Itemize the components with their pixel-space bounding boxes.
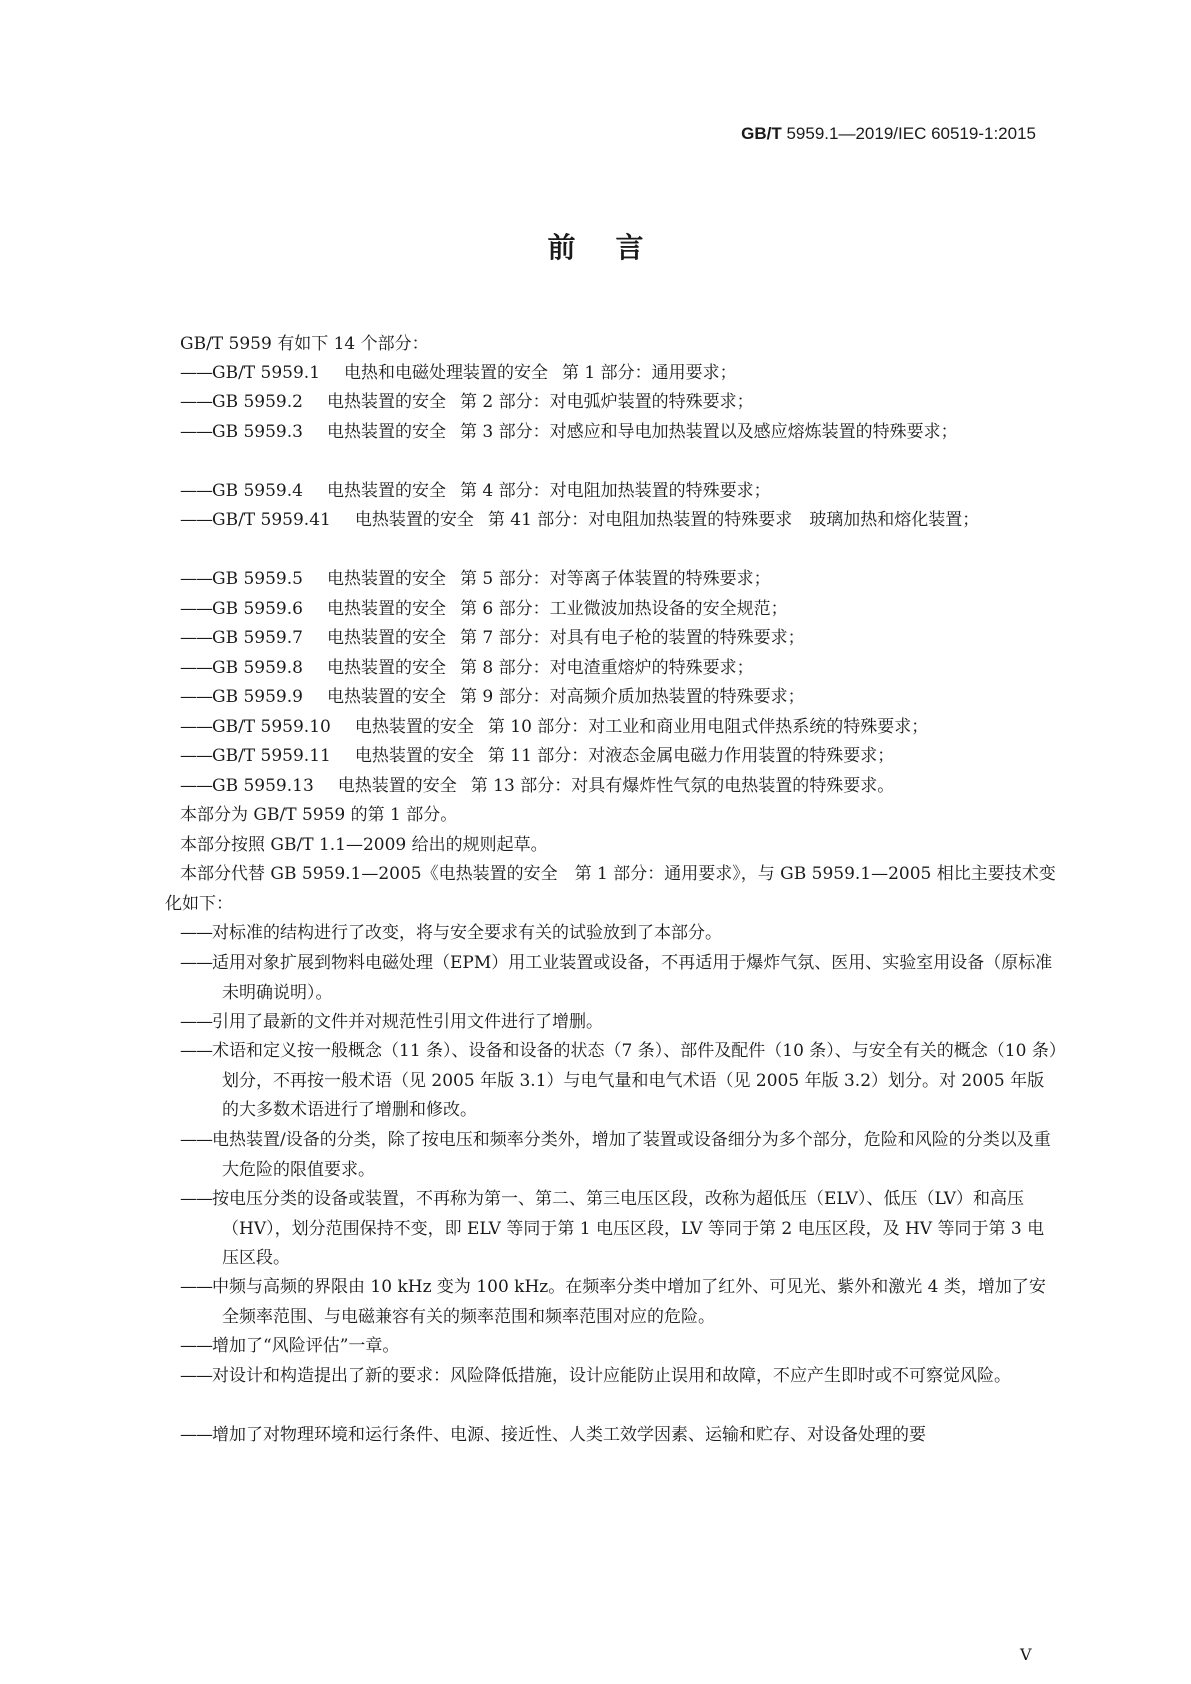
list-item: ——GB 5959.13 电热装置的安全 第 13 部分：对具有爆炸性气氛的电热装置的特殊要求。 <box>180 776 895 796</box>
list-item: ——GB 5959.6 电热装置的安全 第 6 部分：工业微波加热设备的安全规范； <box>180 599 788 619</box>
page-number: V <box>1020 1645 1032 1664</box>
list-item: ——增加了“风险评估”一章。 <box>180 1336 400 1356</box>
list-item: ——GB/T 5959.11 电热装置的安全 第 11 部分：对液态金属电磁力作用装置的特殊要求； <box>180 746 895 766</box>
list-item: ——增加了对物理环境和运行条件、电源、接近性、人类工效学因素、运输和贮存、对设备处理的要 <box>180 1425 926 1445</box>
statement-paragraph: 本部分按照 GB/T 1.1—2009 给出的规则起草。 <box>180 835 548 855</box>
list-item: ——对设计和构造提出了新的要求：风险降低措施，设计应能防止误用和故障，不应产生即时或不可察觉风险。 <box>180 1366 1011 1386</box>
list-item: ——GB/T 5959.1 电热和电磁处理装置的安全 第 1 部分：通用要求； <box>180 363 737 383</box>
list-item: ——GB/T 5959.10 电热装置的安全 第 10 部分：对工业和商业用电阻式伴热系统的特殊要求； <box>180 717 929 737</box>
document-code <box>741 124 1036 144</box>
list-item: ——适用对象扩展到物料电磁处理（EPM）用工业装置或设备，不再适用于爆炸气氛、医用、实验室用设备（原标准未明确说明）。 <box>180 953 1053 1003</box>
list-item: ——GB 5959.4 电热装置的安全 第 4 部分：对电阻加热装置的特殊要求； <box>180 481 771 501</box>
list-item: ——引用了最新的文件并对规范性引用文件进行了增删。 <box>180 1012 603 1032</box>
list-item: ——GB 5959.8 电热装置的安全 第 8 部分：对电渣重熔炉的特殊要求； <box>180 658 754 678</box>
list-item: ——GB 5959.5 电热装置的安全 第 5 部分：对等离子体装置的特殊要求； <box>180 569 771 589</box>
list-item: ——对标准的结构进行了改变，将与安全要求有关的试验放到了本部分。 <box>180 923 722 943</box>
list-item: ——中频与高频的界限由 10 kHz 变为 100 kHz。在频率分类中增加了红外、可见光、紫外和激光 4 类，增加了安全频率范围、与电磁兼容有关的频率范围和频率范围对应的危险。 <box>180 1277 1046 1327</box>
list-item: ——GB 5959.2 电热装置的安全 第 2 部分：对电弧炉装置的特殊要求； <box>180 392 754 412</box>
document-code-prefix: GB/T <box>741 124 782 143</box>
list-item: ——按电压分类的设备或装置，不再称为第一、第二、第三电压区段，改称为超低压（ELV）、低压（LV）和高压（HV），划分范围保持不变，即 ELV 等同于第 1 电压区段，LV 等同于第 2 电压区段，及 HV 等同于第 3 电压区段。 <box>180 1189 1045 1268</box>
intro-line: GB/T 5959 有如下 14 个部分： <box>180 334 429 354</box>
list-item: ——GB 5959.7 电热装置的安全 第 7 部分：对具有电子枪的装置的特殊要求； <box>180 628 805 648</box>
list-item: ——GB 5959.3 电热装置的安全 第 3 部分：对感应和导电加热装置以及感应熔炼装置的特殊要求； <box>180 422 958 442</box>
list-item: ——术语和定义按一般概念（11 条）、设备和设备的状态（7 条）、部件及配件（10 条）、与安全有关的概念（10 条）划分，不再按一般术语（见 2005 年版 3.1）与电气量和电气术语（见 2005 年版 3.2）划分。对 2005 年版的大多数术语进行了增删和修改。 <box>180 1041 1058 1120</box>
statement-paragraph: 本部分为 GB/T 5959 的第 1 部分。 <box>180 805 458 825</box>
statement-paragraph: 本部分代替 GB 5959.1—2005《电热装置的安全 第 1 部分：通用要求》，与 GB 5959.1—2005 相比主要技术变化如下： <box>165 864 1056 914</box>
list-item: ——GB 5959.9 电热装置的安全 第 9 部分：对高频介质加热装置的特殊要求； <box>180 687 805 707</box>
page-title: 前言 <box>547 231 684 264</box>
list-item: ——GB/T 5959.41 电热装置的安全 第 41 部分：对电阻加热装置的特殊要求 玻璃加热和熔化装置； <box>180 510 980 530</box>
list-item: ——电热装置/设备的分类，除了按电压和频率分类外，增加了装置或设备细分为多个部分，危险和风险的分类以及重大危险的限值要求。 <box>180 1130 1051 1180</box>
document-code-number: 5959.1—2019/IEC 60519-1:2015 <box>786 124 1036 143</box>
